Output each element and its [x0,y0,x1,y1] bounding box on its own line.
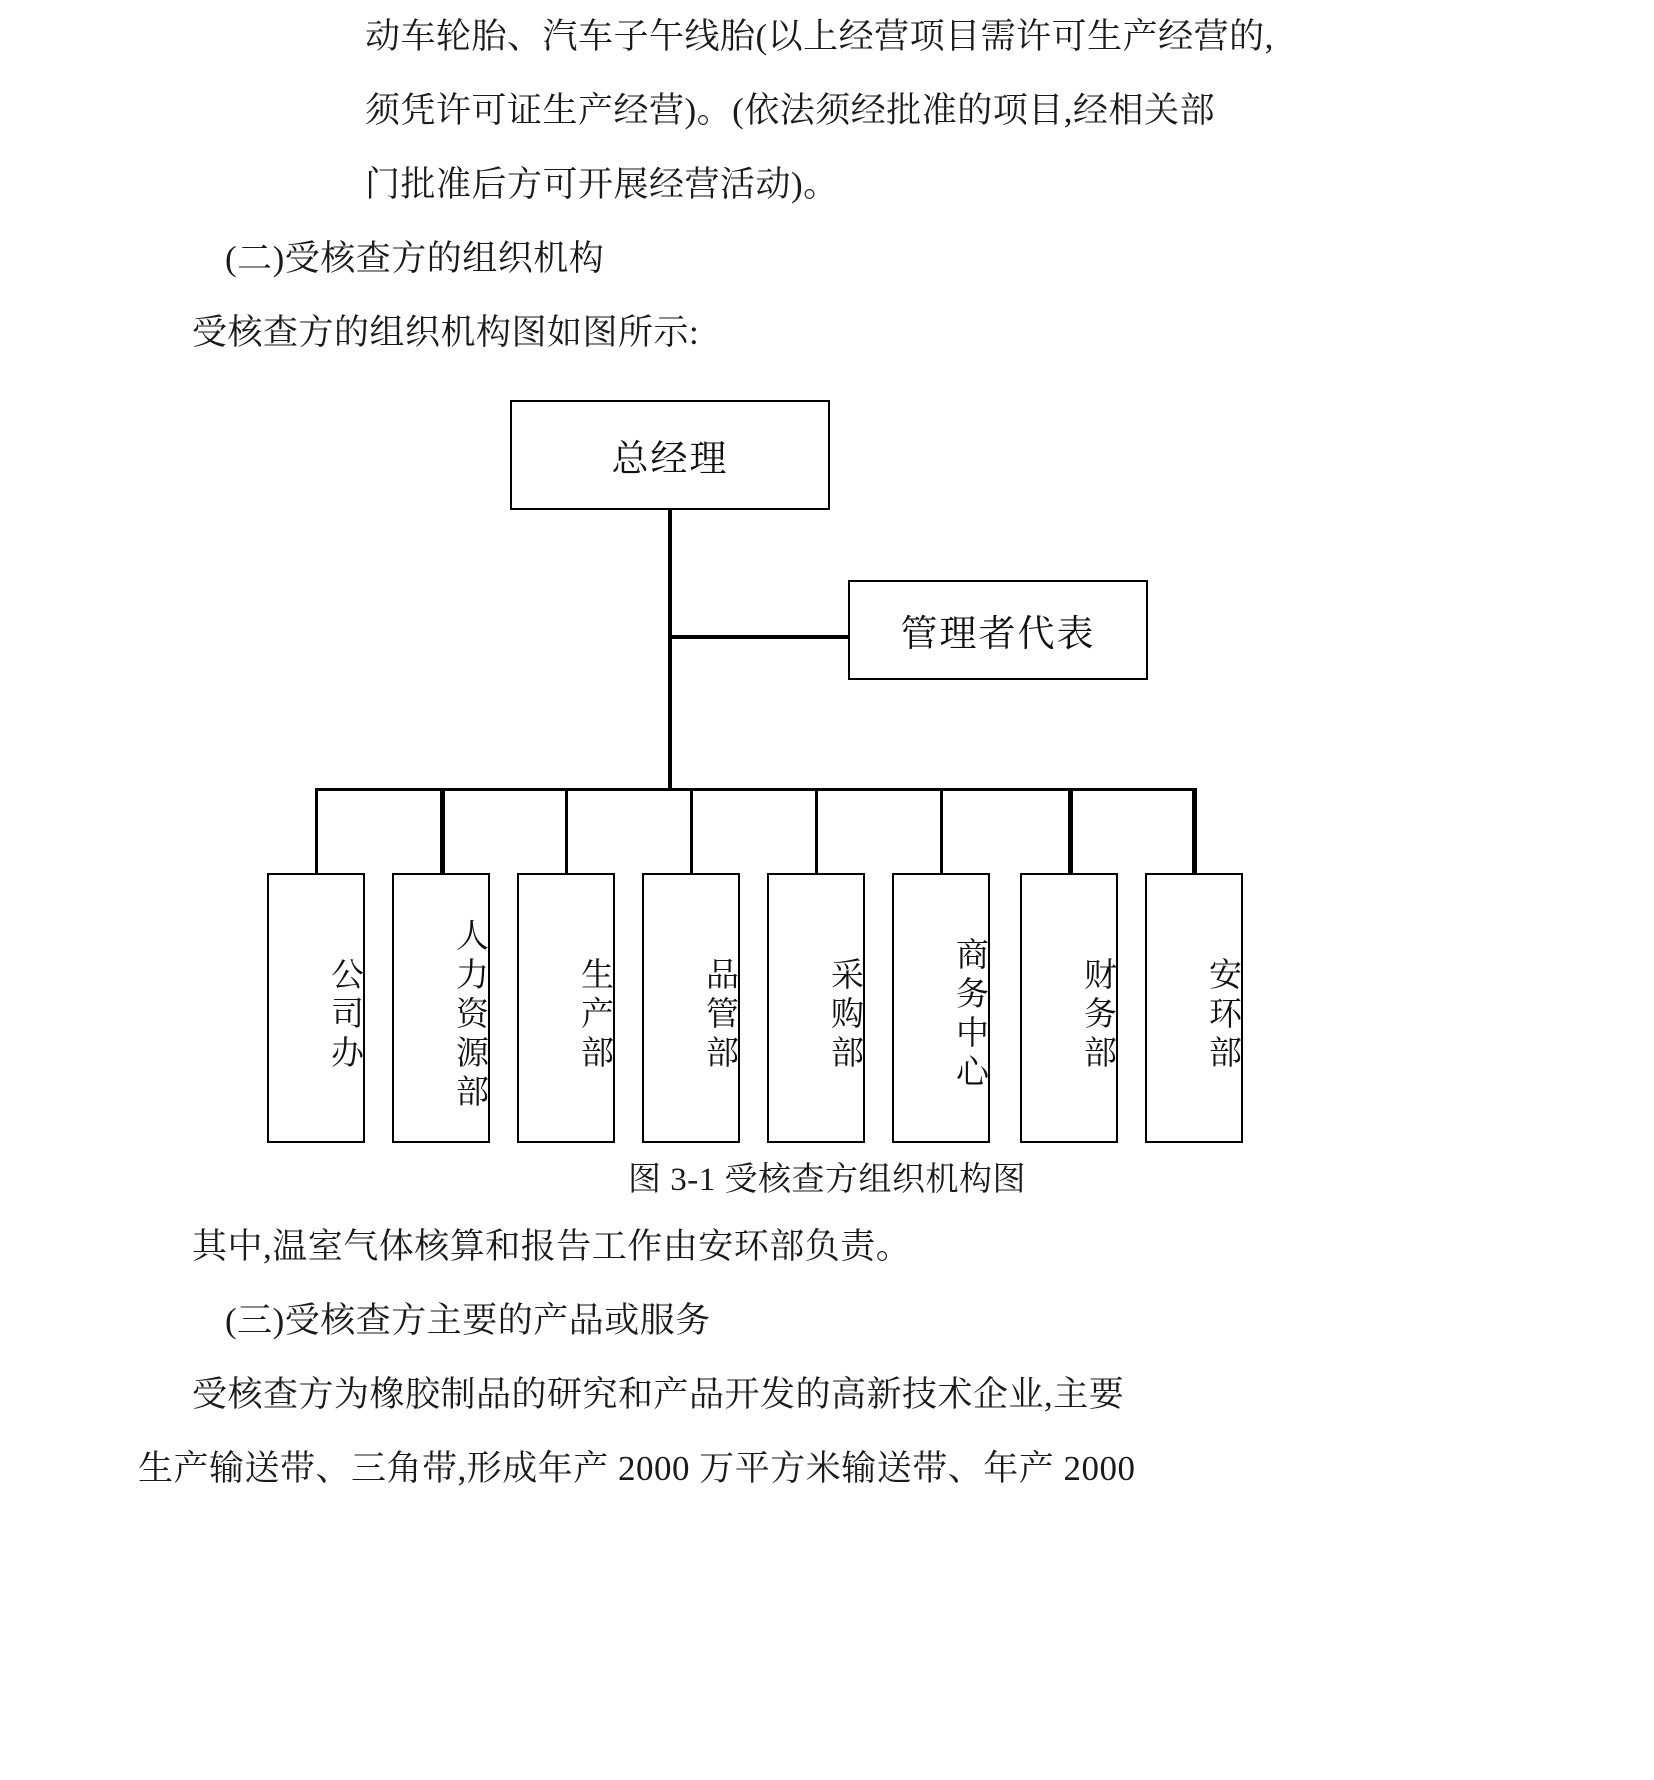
paragraph: 须凭许可证生产经营)。(依法须经批准的项目,经相关部 [365,91,1216,130]
connector-horizontal-bus [315,788,1195,791]
connector-drop-2 [440,788,445,873]
org-node-department: 财务部 [1020,873,1118,1143]
connector-vertical-main [668,510,672,790]
connector-drop-7 [1068,788,1073,873]
org-node-department: 生产部 [517,873,615,1143]
org-node-department: 商务中心 [892,873,990,1143]
section-heading: (三)受核查方主要的产品或服务 [225,1301,711,1340]
org-node-general-manager: 总经理 [510,400,830,510]
paragraph: 受核查方为橡胶制品的研究和产品开发的高新技术企业,主要 [192,1375,1125,1414]
connector-drop-6 [940,788,943,873]
figure-caption: 图 3-1 受核查方组织机构图 [628,1162,1026,1198]
paragraph: 受核查方的组织机构图如图所示: [192,313,700,352]
paragraph: 门批准后方可开展经营活动)。 [365,165,839,204]
section-heading: (二)受核查方的组织机构 [225,239,605,278]
connector-drop-3 [565,788,568,873]
connector-drop-4 [690,788,693,873]
org-node-department: 人力资源部 [392,873,490,1143]
connector-drop-5 [815,788,818,873]
org-chart [120,390,1534,1150]
connector-drop-8 [1192,788,1197,873]
org-node-department: 安环部 [1145,873,1243,1143]
org-node-department: 品管部 [642,873,740,1143]
paragraph: 其中,温室气体核算和报告工作由安环部负责。 [192,1227,912,1266]
paragraph: 生产输送带、三角带,形成年产 2000 万平方米输送带、年产 2000 [138,1449,1136,1488]
org-node-management-rep: 管理者代表 [848,580,1148,680]
org-node-department: 采购部 [767,873,865,1143]
connector-drop-1 [315,788,318,873]
connector-deputy [668,635,850,639]
org-node-department: 公司办 [267,873,365,1143]
paragraph: 动车轮胎、汽车子午线胎(以上经营项目需许可生产经营的, [365,17,1274,56]
